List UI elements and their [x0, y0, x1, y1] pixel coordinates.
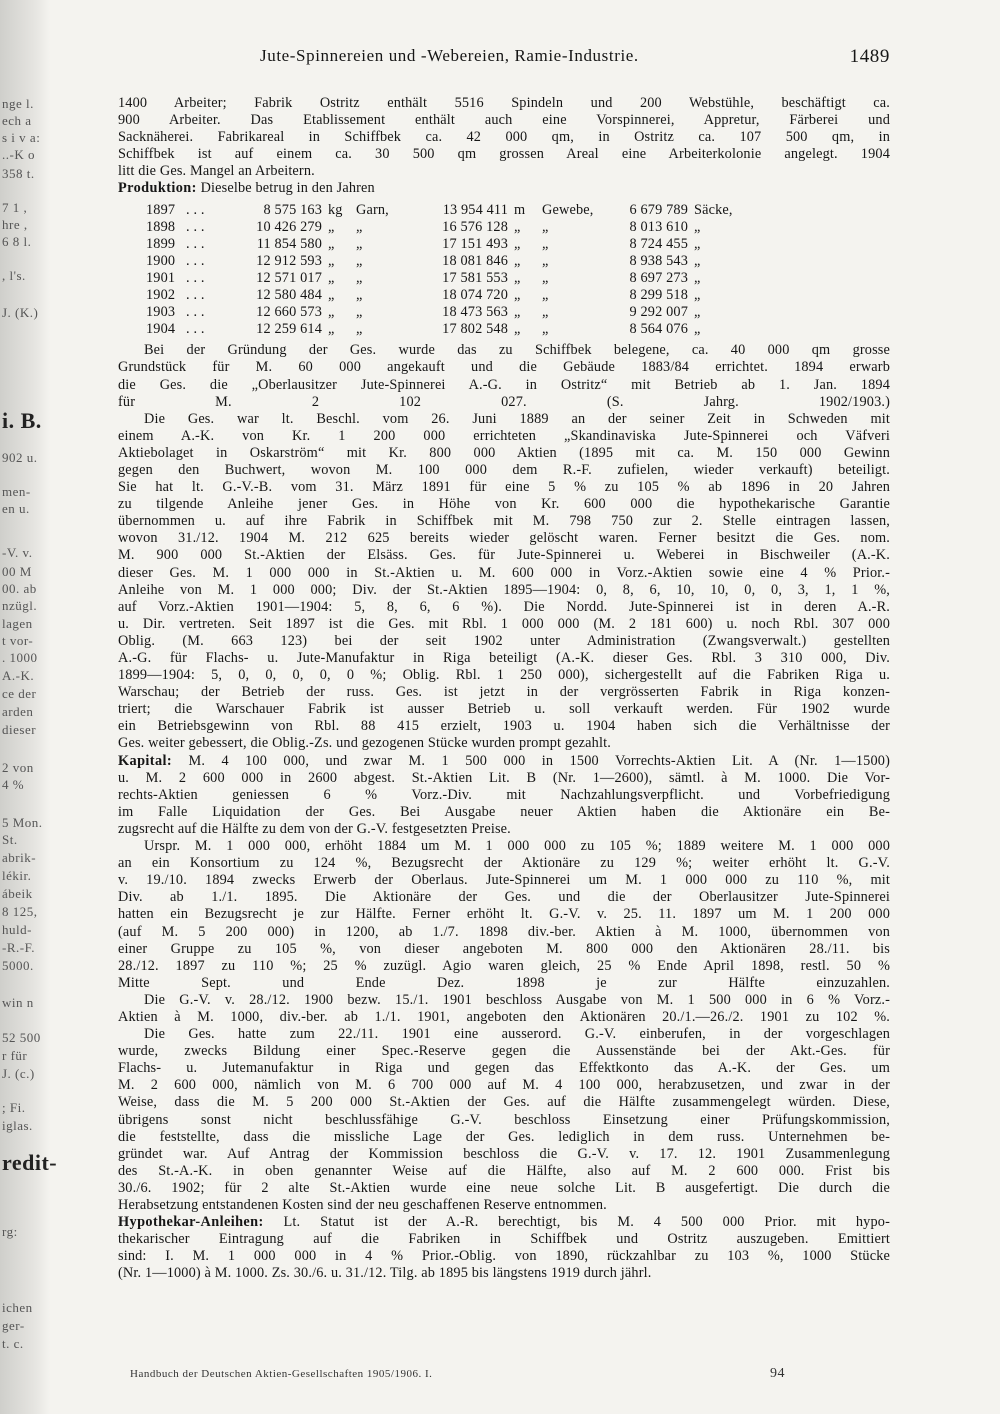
margin-fragment: A.-K.: [2, 668, 35, 683]
margin-fragment: en u.: [2, 501, 30, 516]
production-cell-dots: . . .: [186, 287, 205, 304]
production-cell-dots: . . .: [186, 269, 205, 286]
adjacent-page-margin: [0, 0, 58, 1414]
production-cell-saecke: 8 938 543: [629, 252, 688, 269]
production-cell-garn: 12 571 017: [256, 269, 322, 286]
margin-fragment: win n: [2, 995, 34, 1010]
production-cell-garn: 12 912 593: [256, 252, 322, 269]
margin-fragment: ce der: [2, 686, 37, 701]
history-line: ein Betriebsgewinn von Rbl. 88 415 erzielt, 1903 u. 1904 haben sich die Verhältnisse der: [118, 718, 890, 735]
production-cell-u3: „: [514, 218, 521, 235]
margin-fragment: St.: [2, 832, 18, 847]
margin-fragment: hre ,: [2, 217, 28, 232]
production-row: [146, 219, 744, 236]
production-cell-year: 1898: [146, 218, 176, 235]
urspr-line: übrigens sonst nicht beschlussfähige G.-V. beschloss Einsetzung einer Prüfungskommission,: [118, 1111, 890, 1128]
production-cell-gewebe: 18 081 846: [442, 252, 508, 269]
production-cell-saecke: 8 697 273: [629, 269, 688, 286]
production-table: [146, 202, 744, 339]
margin-fragment: ichen: [2, 1300, 33, 1315]
urspr-line: Herabsetzung entstandenen Kosten sind der neu geschaffenen Reserve entnommen.: [118, 1197, 607, 1213]
history-line: A.-G. für Flachs- u. Jute-Manufaktur in Riga beteiligt (A.-K. dieser Ges. Rbl. 3 310 000, Div.: [118, 650, 890, 666]
margin-fragment: t. c.: [2, 1336, 24, 1351]
history-line: Bei der Gründung der Ges. wurde das zu Schiffbek belegene, ca. 40 000 qm grosse: [144, 342, 890, 359]
production-cell-u1: „: [328, 287, 335, 304]
signature-mark: 94: [770, 1366, 785, 1381]
production-intro: Dieselbe betrug in den Jahren: [200, 180, 375, 197]
production-row: [146, 253, 744, 270]
history-line: Grundstück für M. 60 000 angekauft und die Gebäude 1883/84 errichtet. 1894 erwarb: [118, 359, 890, 376]
production-cell-year: 1904: [146, 321, 176, 338]
capital-label: Kapital:: [118, 752, 173, 769]
margin-fragment: J. (K.): [2, 305, 39, 320]
production-cell-year: 1901: [146, 269, 176, 286]
production-cell-u4: „: [542, 287, 549, 304]
margin-fragment: lékir.: [2, 868, 32, 883]
production-cell-dots: . . .: [186, 252, 205, 269]
production-cell-saecke: 8 299 518: [629, 287, 688, 304]
capital-paragraph: [118, 753, 890, 838]
history-line: auf Vorz.-Aktien 1901—1904: 5, 8, 6, 6 %). Die Nordd. Jute-Spinnerei ist in deren A.-R.: [118, 598, 890, 615]
history-line: Oblig. (M. 663 123) bei der seit 1902 unter Administration (Zwangsverwalt.) gestellten: [118, 632, 890, 649]
production-cell-u2: Garn,: [356, 201, 389, 218]
history-line: u. Dir. vertreten. Seit 1897 ist die Ges. mit Rbl. 1 000 000 (M. 2 181 600) u. noch Rbl. 307 000: [118, 615, 890, 632]
margin-fragment: 7 1 ,: [2, 200, 28, 215]
history-line: Anleihe von M. 1 000 000; Div. der St.-Aktien 1895—1904: 0, 8, 6, 10, 10, 0, 0, 3, 1, 1 %,: [118, 581, 890, 598]
urspr-line: wurde, zwecks Bildung einer Spec.-Reserve gegen die Aussenstände bei der Akt.-Ges. für: [118, 1043, 890, 1060]
margin-fragment: -R.-F.: [2, 940, 36, 955]
production-cell-gewebe: 17 802 548: [442, 321, 508, 338]
production-cell-saecke: 8 564 076: [629, 321, 688, 338]
production-cell-u5: „: [694, 321, 701, 338]
margin-fragment: -V. v.: [2, 545, 33, 560]
production-cell-gewebe: 18 074 720: [442, 287, 508, 304]
margin-fragment: lagen: [2, 616, 33, 631]
margin-fragment: . 1000: [2, 650, 38, 665]
urspr-line: 28./12. 1897 zu 110 %; 25 % zuzügl. Agio waren gleich, 25 % Ende April 1898, restl. 50 %: [118, 957, 890, 974]
margin-fragment: t vor-: [2, 633, 34, 648]
footer-text: Handbuch der Deutschen Aktien-Gesellschaften 1905/1906. I.: [130, 1368, 433, 1380]
production-cell-u5: „: [694, 287, 701, 304]
margin-fragment: nge l.: [2, 96, 34, 111]
production-cell-u2: „: [356, 252, 363, 269]
production-cell-u3: „: [514, 269, 521, 286]
production-cell-dots: . . .: [186, 235, 205, 252]
production-cell-gewebe: 16 576 128: [442, 218, 508, 235]
margin-fragment: 8 125,: [2, 904, 38, 919]
margin-fragment: ; Fi.: [2, 1100, 26, 1115]
history-line: Aktiebolaget in Oskarström“ mit Kr. 800 000 Aktien (1895 mit ca. M. 150 000 Gewinn: [118, 444, 890, 461]
production-cell-u2: „: [356, 321, 363, 338]
production-cell-u1: kg: [328, 201, 343, 218]
running-header: [120, 46, 890, 70]
production-cell-u3: „: [514, 304, 521, 321]
body-text: [118, 95, 890, 1282]
production-cell-u5: Säcke,: [694, 201, 733, 218]
production-cell-u1: „: [328, 321, 335, 338]
margin-fragment: ger-: [2, 1318, 25, 1333]
production-cell-year: 1900: [146, 252, 176, 269]
margin-fragment: , l's.: [2, 268, 26, 283]
capital-line: rechts-Aktien geniessen 6 % Vorz.-Div. mit Nachzahlungsverpflicht. und Vorbefriedigung: [118, 786, 890, 803]
production-cell-u2: „: [356, 287, 363, 304]
production-cell-u3: „: [514, 321, 521, 338]
urspr-line: Flachs- u. Jutemanufaktur in Riga und gegen das Effektkonto das A.-K. der Ges. um: [118, 1060, 890, 1077]
intro-line: Schiffbek ist auf einem ca. 30 500 qm grossen Areal eine Arbeiterkolonie angelegt. 1904: [118, 146, 890, 163]
margin-fragment: 52 500: [2, 1030, 41, 1045]
margin-fragment: 5000.: [2, 958, 34, 973]
production-cell-u5: „: [694, 218, 701, 235]
production-cell-u4: „: [542, 252, 549, 269]
margin-fragment: redit-: [2, 1150, 58, 1175]
production-cell-u4: „: [542, 218, 549, 235]
margin-fragment: rg:: [2, 1224, 18, 1239]
production-cell-u3: „: [514, 252, 521, 269]
margin-fragment: men-: [2, 484, 31, 499]
production-cell-dots: . . .: [186, 321, 205, 338]
margin-fragment: 902 u.: [2, 450, 38, 465]
production-cell-garn: 12 660 573: [256, 304, 322, 321]
urspr-line: einer Gruppe zu 105 %, von dieser angeboten M. 800 000 den Aktionären 28./11. bis: [118, 940, 890, 957]
margin-fragment: s i v a:: [2, 130, 41, 145]
urspr-line: (auf M. 5 200 000) in 1200, ab 1./7. 1898 div.-ber. Aktien à M. 1000, übernommen von: [118, 923, 890, 940]
margin-fragment: huld-: [2, 922, 32, 937]
production-row: [146, 270, 744, 287]
page-number: 1489: [849, 46, 890, 67]
urspr-line: Div. ab 1./1. 1895. Die Aktionäre der Ges. und die der Oberlausitzer Jute-Spinnerei: [118, 889, 890, 906]
history-line: M. 900 000 St.-Aktien der Elsäss. Ges. für Jute-Spinnerei u. Weberei in Bischweiler (A.-K.: [118, 547, 890, 564]
history-line: wovon 31./12. 1904 M. 212 625 bereits wieder gelöscht waren. Ferner besitzt die Ges. nom.: [118, 530, 890, 547]
history-line: einem A.-K. von Kr. 1 200 000 errichteten „Skandinaviska Jute-Spinnerei och Väfveri: [118, 427, 890, 444]
production-row: [146, 321, 744, 338]
production-row: [146, 287, 744, 304]
history-line: Warschau; der Betrieb der russ. Ges. ist jetzt in der vergrösserten Fabrik in Riga konzen-: [118, 684, 890, 701]
production-cell-year: 1903: [146, 304, 176, 321]
production-cell-gewebe: 17 581 553: [442, 269, 508, 286]
production-cell-dots: . . .: [186, 201, 205, 218]
production-cell-gewebe: 13 954 411: [442, 201, 508, 218]
production-cell-year: 1897: [146, 201, 176, 218]
capital-line: u. M. 2 600 000 in 2600 abgest. St.-Aktien Lit. B (Nr. 1—2600), sämtl. à M. 1000. Die Vor-: [118, 769, 890, 786]
margin-fragment: 5 Mon.: [2, 815, 43, 830]
production-cell-u3: „: [514, 287, 521, 304]
hypothek-paragraph: [118, 1214, 890, 1282]
production-cell-saecke: 9 292 007: [629, 304, 688, 321]
production-cell-garn: 8 575 163: [263, 201, 322, 218]
production-cell-u5: „: [694, 304, 701, 321]
history-line: gegen den Buchwert, wovon M. 100 000 dem R.-F. zufielen, wieder verkauft) beteiligt.: [118, 461, 890, 478]
production-cell-u5: „: [694, 269, 701, 286]
production-cell-u3: m: [514, 201, 526, 218]
intro-line: 1400 Arbeiter; Fabrik Ostritz enthält 5516 Spindeln und 200 Webstühle, beschäftigt ca.: [118, 95, 890, 111]
urspr-line: gründet war. Auf Antrag der Kommission beschloss die G.-V. v. 17. 12. 1901 Zusammenlegung: [118, 1145, 890, 1162]
production-cell-u4: „: [542, 321, 549, 338]
margin-fragment: 4 %: [2, 777, 25, 792]
history-line: dieser Ges. M. 1 000 000 in St.-Aktien u. M. 600 000 in Vorz.-Aktien sowie eine 4 % Prior.-: [118, 564, 890, 581]
capital-line: [118, 753, 890, 770]
header-title: Jute-Spinnereien und -Webereien, Ramie-Industrie.: [260, 46, 639, 65]
margin-fragment: dieser: [2, 722, 37, 737]
intro-line: 900 Arbeiter. Das Etablissement enthält auch eine Vorspinnerei, Appretur, Färberei und: [118, 112, 890, 129]
intro-line: litt die Ges. Mangel an Arbeitern.: [118, 163, 315, 180]
production-cell-u1: „: [328, 252, 335, 269]
production-cell-dots: . . .: [186, 304, 205, 321]
production-cell-garn: 11 854 580: [256, 235, 322, 252]
production-cell-u2: „: [356, 304, 363, 321]
margin-fragment: 6 8 l.: [2, 234, 32, 249]
production-cell-saecke: 8 013 610: [629, 218, 688, 235]
production-cell-u4: „: [542, 304, 549, 321]
margin-fragment: nzügl.: [2, 598, 38, 613]
production-cell-year: 1902: [146, 287, 176, 304]
margin-fragment: 00 M: [2, 564, 32, 579]
margin-fragment: ech a: [2, 113, 32, 128]
margin-fragment: J. (c.): [2, 1066, 35, 1081]
production-cell-u1: „: [328, 304, 335, 321]
urspr-line: des St.-A.-K. in oben genannter Weise auf die Hälfte, also auf M. 2 600 000. Frist bis: [118, 1162, 890, 1179]
margin-fragment: ábeik: [2, 886, 33, 901]
history-line: Ges. weiter gebessert, die Oblig.-Zs. und gezogenen Stücke wurden prompt gezahlt.: [118, 735, 611, 752]
margin-fragment: iglas.: [2, 1118, 33, 1133]
urspr-line: Die Ges. hatte zum 22./11. 1901 eine ausserord. G.-V. einberufen, in der vorgeschlagen: [144, 1026, 890, 1043]
hypothek-line: thekarischer Eintragung auf die Fabriken in Schiffbek und Ostritz auszugeben. Emittiert: [118, 1231, 890, 1248]
intro-paragraph: [118, 95, 890, 180]
production-cell-u4: „: [542, 269, 549, 286]
production-cell-gewebe: 18 473 563: [442, 304, 508, 321]
page-footer: [130, 1368, 790, 1380]
production-cell-u5: „: [694, 235, 701, 252]
margin-fragment: abrik-: [2, 850, 37, 865]
urspr-line: Aktien à M. 1000, div.-ber. ab 1./1. 1901, angeboten den Aktionären 20./1.—26./2. 1901 zu 102 %.: [118, 1008, 890, 1025]
margin-fragment: 00. ab: [2, 581, 37, 596]
margin-fragment: arden: [2, 704, 34, 719]
hypothek-line: [118, 1214, 890, 1231]
urspr-line: Urspr. M. 1 000 000, erhöht 1884 um M. 1 000 000 zu 105 %; 1889 weitere M. 1 000 000: [144, 838, 890, 855]
urspr-line: die feststellte, dass die missliche Lage der Ges. lediglich in dem russ. Unternehmen be-: [118, 1128, 890, 1145]
margin-fragment: ..-K o: [2, 147, 35, 162]
production-cell-garn: 10 426 279: [256, 218, 322, 235]
production-cell-gewebe: 17 151 493: [442, 235, 508, 252]
intro-line: Sacknäherei. Fabrikareal in Schiffbek ca. 42 000 qm, in Ostritz ca. 107 500 qm, in: [118, 129, 890, 146]
hypothek-label: Hypothekar-Anleihen:: [118, 1214, 264, 1231]
production-row: [146, 236, 744, 253]
production-cell-u4: „: [542, 235, 549, 252]
production-cell-u1: „: [328, 218, 335, 235]
text-line-content: M. 4 100 000, und zwar M. 1 500 000 in 1500 Vorrechts-Aktien Lit. A (Nr. 1—1500): [188, 752, 890, 769]
urspr-line: M. 2 600 000, nämlich von M. 6 700 000 auf M. 4 100 000, herabzusetzen, und zwar in der: [118, 1077, 890, 1094]
history-line: zu tilgende Anleihe jener Ges. in Höhe von Kr. 600 000 die hypothekarische Garantie: [118, 496, 890, 513]
urspr-line: hatten ein Bezugsrecht je zur Hälfte. Ferner erhöht lt. G.-V. v. 25. 11. 1897 um M. 1 200 000: [118, 906, 890, 923]
production-cell-u5: „: [694, 252, 701, 269]
production-label: Produktion:: [118, 180, 197, 197]
hypothek-line: sind: I. M. 1 000 000 in 4 % Prior.-Oblig. von 1890, rückzahlbar zu 103 %, 1000 Stücke: [118, 1248, 890, 1265]
history-paragraph: [118, 342, 890, 752]
history-line: die Ges. die „Oberlausitzer Jute-Spinnerei A.-G. in Ostritz“ mit Betrieb ab 1. Jan. 1894: [118, 376, 890, 393]
history-line: Sie hat lt. G.-V.-B. vom 31. März 1891 für eine 5 % zu 105 % ab 1896 in 20 Jahren: [118, 479, 890, 496]
margin-fragment: r für: [2, 1048, 28, 1063]
production-cell-u2: „: [356, 235, 363, 252]
production-cell-u3: „: [514, 235, 521, 252]
production-cell-dots: . . .: [186, 218, 205, 235]
production-cell-u1: „: [328, 235, 335, 252]
urspr-line: 30./6. 1902; für 2 alte St.-Aktien wurde eine neue solche Lit. B ausgefertigt. Die durch die: [118, 1179, 890, 1196]
production-heading: [118, 180, 890, 197]
urspr-line: v. 19./10. 1894 zwecks Erwerb der Oberlaus. Jute-Spinnerei um M. 1 000 000 zu 110 %, mit: [118, 872, 890, 889]
margin-fragment: 2 von: [2, 760, 34, 775]
urspr-line: an ein Konsortium zu 124 %, Bezugsrecht der Aktionäre zu 129 %; weiter erhöht lt. G.-V.: [118, 855, 890, 872]
production-row: [146, 304, 744, 321]
text-line-content: Lt. Statut ist der A.-R. berechtigt, bis M. 4 500 000 Prior. mit hypo-: [283, 1214, 890, 1231]
production-cell-u4: Gewebe,: [542, 201, 594, 218]
production-cell-saecke: 6 679 789: [629, 201, 688, 218]
history-line: 1899—1904: 5, 0, 0, 0, 0, 0 %; Oblig. Rbl. 1 250 000), sichergestellt auf die Fabriken Riga u.: [118, 667, 890, 684]
margin-fragment: 358 t.: [2, 166, 35, 181]
production-cell-u2: „: [356, 218, 363, 235]
production-row: [146, 202, 744, 219]
history-line: für M. 2 102 027. (S. Jahrg. 1902/1903.): [118, 393, 890, 410]
history-line: übernommen u. auf ihre Fabrik in Schiffbek mit M. 798 750 zur 2. Stelle eintragen lassen,: [118, 513, 890, 530]
urspr-line: Die G.-V. v. 28./12. 1900 bezw. 15./1. 1901 beschloss Ausgabe von M. 1 500 000 in 6 % Vorz.-: [144, 991, 890, 1008]
production-cell-year: 1899: [146, 235, 176, 252]
production-cell-u1: „: [328, 269, 335, 286]
capital-line: zugsrecht auf die Hälfte zu dem von der G.-V. festgesetzten Preise.: [118, 820, 511, 837]
capital-line: im Falle Liquidation der Ges. Bei Ausgabe neuer Aktien haben die Aktionäre ein Be-: [118, 803, 890, 820]
history-line: Die Ges. war lt. Beschl. vom 26. Juni 1889 an der seiner Zeit in Schweden mit: [144, 410, 890, 427]
margin-fragment: i. B.: [2, 408, 42, 433]
urspr-paragraph: [118, 838, 890, 1214]
urspr-line: Weise, dass die M. 5 200 000 St.-Aktien der Ges. auf die Hälfte zusammengelegt würden. Diese,: [118, 1094, 890, 1111]
hypothek-line: (Nr. 1—1000) à M. 1000. Zs. 30./6. u. 31./12. Tilg. ab 1895 bis längstens 1919 durch jährl.: [118, 1265, 652, 1282]
production-cell-garn: 12 580 484: [256, 287, 322, 304]
production-cell-saecke: 8 724 455: [629, 235, 688, 252]
production-cell-u2: „: [356, 269, 363, 286]
production-cell-garn: 12 259 614: [256, 321, 322, 338]
urspr-line: Mitte Sept. und Ende Dez. 1898 je zur Hälfte einzuzahlen.: [118, 974, 890, 991]
history-line: triert; die Warschauer Fabrik ist ausser Betrieb u. soll verkauft werden. Für 1902 wurde: [118, 701, 890, 718]
